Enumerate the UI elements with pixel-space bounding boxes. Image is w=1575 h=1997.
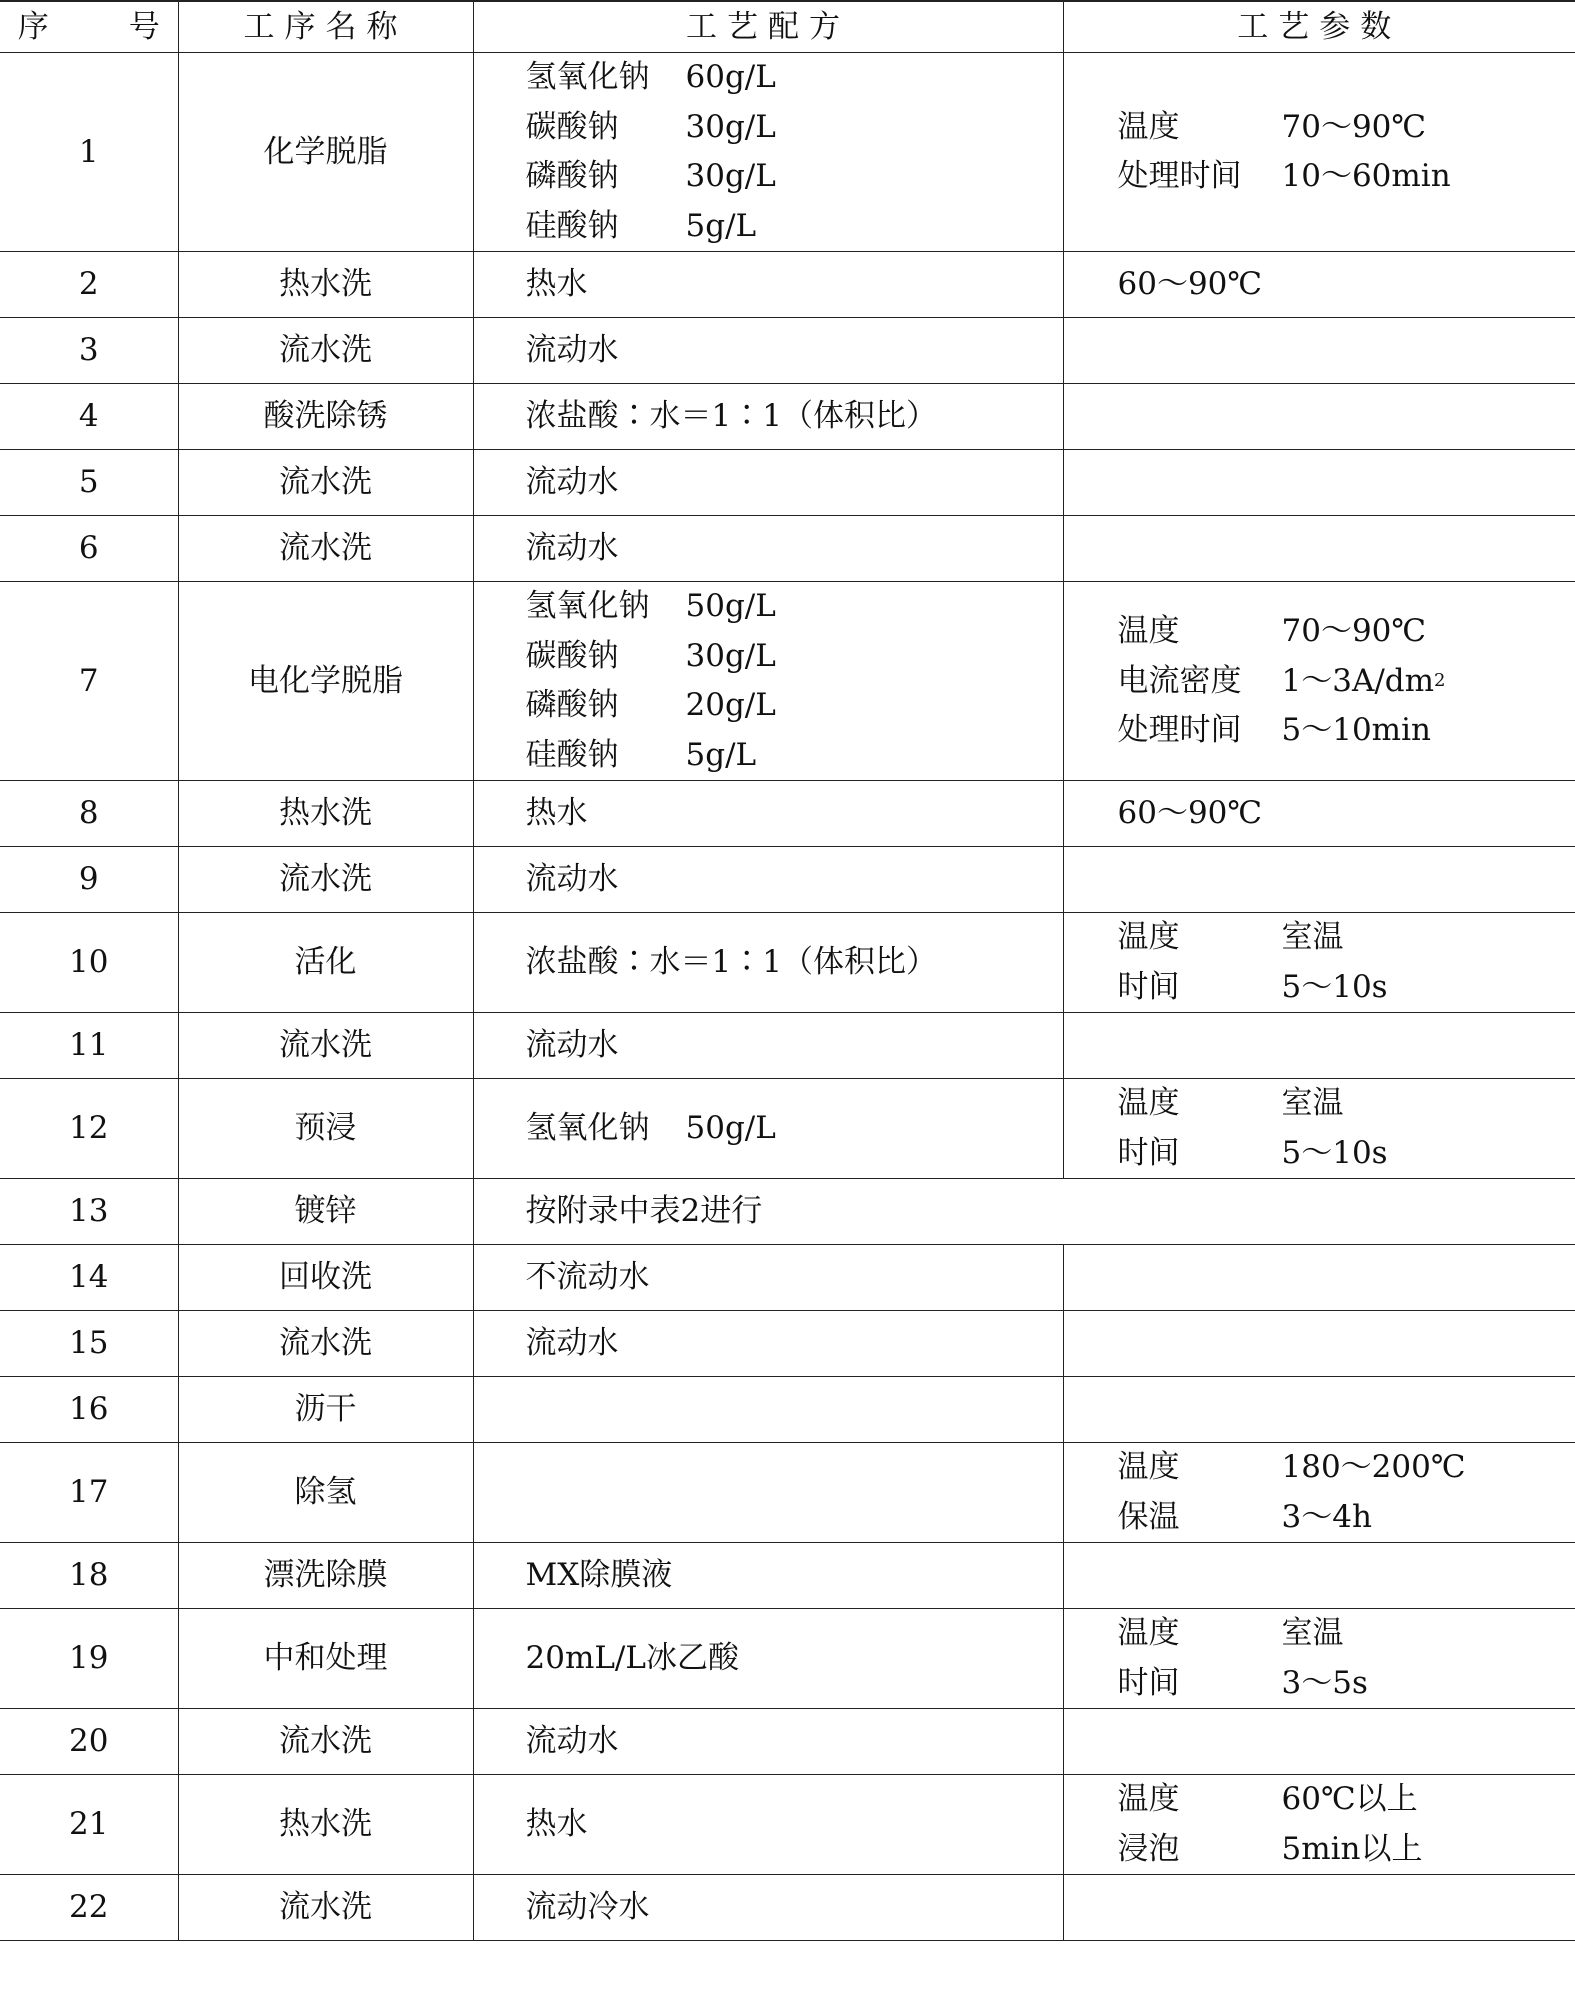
process-params [1063, 384, 1575, 450]
recipe-text: 流动冷水 [525, 1889, 650, 1925]
process-recipe [473, 318, 1063, 384]
row-number: 16 [0, 1377, 178, 1443]
process-name: 化学脱脂 [178, 53, 473, 252]
process-recipe [473, 1609, 1063, 1709]
row-number: 17 [0, 1443, 178, 1543]
process-recipe [473, 1443, 1063, 1543]
process-name: 沥干 [178, 1377, 473, 1443]
row-number: 10 [0, 913, 178, 1013]
recipe-line [526, 53, 1063, 103]
row-number: 21 [0, 1775, 178, 1875]
param-value: 3～5s [1281, 1664, 1368, 1701]
param-line [1118, 1129, 1575, 1179]
recipe-value: 50g/L [685, 1110, 776, 1146]
process-name: 热水洗 [178, 781, 473, 847]
process-params [1063, 516, 1575, 582]
recipe-value: 30g/L [685, 108, 776, 145]
recipe-line [526, 202, 1063, 252]
param-line [1118, 103, 1575, 153]
process-params [1063, 1775, 1575, 1875]
process-recipe [473, 450, 1063, 516]
param-label: 温度 [1117, 1781, 1180, 1818]
param-value: 70～90℃ [1281, 613, 1427, 649]
process-recipe [473, 1013, 1063, 1079]
table-row [0, 1875, 1575, 1941]
row-number: 20 [0, 1709, 178, 1775]
recipe-label: 氢氧化钠 [525, 1110, 650, 1146]
row-number: 2 [0, 252, 178, 318]
recipe-text: 热水 [525, 795, 588, 831]
process-name: 中和处理 [178, 1609, 473, 1709]
table-row [0, 252, 1575, 318]
recipe-text: 流动水 [525, 861, 619, 897]
table-row [0, 1543, 1575, 1609]
process-recipe [473, 582, 1063, 781]
recipe-label: 碳酸钠 [525, 108, 619, 145]
recipe-value: 5g/L [685, 736, 757, 773]
process-recipe [473, 1709, 1063, 1775]
param-label: 时间 [1117, 1664, 1180, 1701]
process-name: 流水洗 [178, 1311, 473, 1377]
process-name: 预浸 [178, 1079, 473, 1179]
table-row [0, 1013, 1575, 1079]
param-line [1118, 963, 1575, 1013]
row-number: 4 [0, 384, 178, 450]
param-value: 10～60min [1281, 158, 1451, 195]
param-label: 时间 [1117, 1134, 1180, 1171]
recipe-value: 30g/L [685, 158, 776, 195]
process-name: 镀锌 [178, 1179, 473, 1245]
header-no-second: 号 [128, 8, 160, 45]
param-label: 温度 [1117, 919, 1180, 956]
recipe-label: 氢氧化钠 [525, 588, 650, 625]
recipe-line [526, 731, 1063, 781]
row-number: 18 [0, 1543, 178, 1609]
table-row [0, 582, 1575, 781]
recipe-line [526, 152, 1063, 202]
recipe-text: 热水 [525, 266, 588, 302]
recipe-text: 流动水 [525, 332, 619, 368]
process-recipe [473, 1245, 1063, 1311]
header-no-first: 序 [17, 8, 49, 45]
recipe-line [526, 1104, 1063, 1154]
table-row [0, 384, 1575, 450]
process-params [1063, 1543, 1575, 1609]
table-row [0, 847, 1575, 913]
param-line [1118, 913, 1575, 963]
recipe-text: MX除膜液 [525, 1557, 673, 1593]
param-line [1118, 1493, 1575, 1543]
param-value: 60℃以上 [1281, 1781, 1418, 1818]
param-line [1118, 706, 1575, 756]
header-process-params: 工艺参数 [1063, 1, 1575, 53]
table-row [0, 53, 1575, 252]
process-recipe [473, 1543, 1063, 1609]
param-label: 时间 [1117, 968, 1180, 1005]
recipe-label: 氢氧化钠 [525, 59, 650, 96]
process-recipe [473, 1775, 1063, 1875]
table-row [0, 1609, 1575, 1709]
recipe-value: 30g/L [685, 637, 776, 674]
row-number: 14 [0, 1245, 178, 1311]
table-row [0, 1079, 1575, 1179]
process-name: 流水洗 [178, 847, 473, 913]
table-row [0, 1709, 1575, 1775]
row-number: 15 [0, 1311, 178, 1377]
param-value: 180～200℃ [1281, 1449, 1466, 1486]
param-line [1118, 1609, 1575, 1659]
param-line [1118, 1443, 1575, 1493]
process-params [1063, 847, 1575, 913]
process-name: 酸洗除锈 [178, 384, 473, 450]
process-name: 流水洗 [178, 516, 473, 582]
process-name: 漂洗除膜 [178, 1543, 473, 1609]
recipe-line [526, 632, 1063, 682]
row-number: 9 [0, 847, 178, 913]
process-name: 流水洗 [178, 450, 473, 516]
row-number: 12 [0, 1079, 178, 1179]
recipe-text: 流动水 [525, 1325, 619, 1361]
recipe-line [526, 103, 1063, 153]
param-value: 室温 [1281, 1085, 1344, 1122]
process-params [1063, 1311, 1575, 1377]
process-params [1063, 1013, 1575, 1079]
recipe-text: 流动水 [525, 464, 619, 500]
table-row [0, 1775, 1575, 1875]
param-value: 1～3A/dm [1281, 662, 1435, 699]
recipe-label: 碳酸钠 [525, 637, 619, 674]
process-name: 热水洗 [178, 252, 473, 318]
param-line [1118, 1825, 1575, 1875]
process-params [1063, 53, 1575, 252]
process-params [1063, 1443, 1575, 1543]
process-params [1063, 1609, 1575, 1709]
table-row [0, 1179, 1575, 1245]
param-value: 5min以上 [1281, 1830, 1423, 1867]
param-line [1118, 607, 1575, 657]
table-row [0, 913, 1575, 1013]
process-name: 除氢 [178, 1443, 473, 1543]
process-params [1063, 1709, 1575, 1775]
process-params [1063, 913, 1575, 1013]
table-row [0, 781, 1575, 847]
param-value: 5～10s [1281, 1134, 1388, 1171]
recipe-label: 硅酸钠 [525, 207, 619, 244]
param-label: 温度 [1117, 1085, 1180, 1122]
row-number: 8 [0, 781, 178, 847]
param-text: 60～90℃ [1117, 795, 1263, 831]
process-recipe-merged [473, 1179, 1575, 1245]
header-no [0, 1, 178, 53]
process-recipe [473, 516, 1063, 582]
process-params [1063, 1875, 1575, 1941]
recipe-label: 磷酸钠 [525, 687, 619, 724]
row-number: 7 [0, 582, 178, 781]
recipe-line [526, 681, 1063, 731]
param-label: 处理时间 [1117, 712, 1242, 748]
param-value: 70～90℃ [1281, 108, 1427, 145]
process-params [1063, 582, 1575, 781]
recipe-text: 流动水 [525, 530, 619, 566]
process-name: 流水洗 [178, 1875, 473, 1941]
recipe-text: 流动水 [525, 1027, 619, 1063]
merged-text: 按附录中表2进行 [525, 1193, 763, 1229]
process-recipe [473, 53, 1063, 252]
param-label: 温度 [1117, 613, 1180, 649]
recipe-line [526, 582, 1063, 632]
row-number: 13 [0, 1179, 178, 1245]
process-name: 活化 [178, 913, 473, 1013]
param-label: 温度 [1117, 1449, 1180, 1486]
process-name: 流水洗 [178, 1013, 473, 1079]
table-header [0, 1, 1575, 53]
process-recipe [473, 252, 1063, 318]
header-row [0, 1, 1575, 53]
param-value: 5～10s [1281, 968, 1388, 1005]
process-recipe [473, 1311, 1063, 1377]
process-recipe [473, 1875, 1063, 1941]
param-label: 浸泡 [1117, 1830, 1180, 1867]
recipe-label: 磷酸钠 [525, 158, 619, 195]
process-params [1063, 781, 1575, 847]
process-params [1063, 1245, 1575, 1311]
recipe-text: 浓盐酸∶水＝1∶1（体积比） [525, 398, 937, 434]
param-value: 室温 [1281, 1615, 1344, 1652]
process-recipe [473, 1079, 1063, 1179]
table-row [0, 1311, 1575, 1377]
param-value: 5～10min [1281, 712, 1431, 748]
recipe-text: 流动水 [525, 1723, 619, 1759]
param-line [1118, 152, 1575, 202]
recipe-text: 不流动水 [525, 1259, 650, 1295]
table-row [0, 450, 1575, 516]
process-recipe [473, 847, 1063, 913]
recipe-value: 5g/L [685, 207, 757, 244]
process-params [1063, 318, 1575, 384]
param-label: 电流密度 [1117, 662, 1242, 699]
process-params [1063, 252, 1575, 318]
param-label: 温度 [1117, 1615, 1180, 1652]
param-value: 室温 [1281, 919, 1344, 956]
param-label: 处理时间 [1117, 158, 1242, 195]
param-line [1118, 1079, 1575, 1129]
param-line: 电流密度 1～3A/dm 2 [1117, 662, 1446, 699]
row-number: 19 [0, 1609, 178, 1709]
row-number: 11 [0, 1013, 178, 1079]
table-row [0, 1245, 1575, 1311]
param-line [1118, 1659, 1575, 1709]
row-number: 5 [0, 450, 178, 516]
process-recipe [473, 913, 1063, 1013]
row-number: 6 [0, 516, 178, 582]
process-name: 回收洗 [178, 1245, 473, 1311]
process-recipe [473, 384, 1063, 450]
table-body [0, 53, 1575, 1941]
recipe-value: 20g/L [685, 687, 776, 724]
param-line [1118, 1775, 1575, 1825]
process-params [1063, 1377, 1575, 1443]
table-row [0, 516, 1575, 582]
header-process-recipe: 工艺配方 [473, 1, 1063, 53]
row-number: 22 [0, 1875, 178, 1941]
param-value: 3～4h [1281, 1498, 1372, 1535]
process-params [1063, 1079, 1575, 1179]
table-row [0, 1377, 1575, 1443]
process-name: 流水洗 [178, 318, 473, 384]
recipe-text: 20mL/L冰乙酸 [525, 1640, 739, 1676]
recipe-label: 硅酸钠 [525, 736, 619, 773]
process-name: 热水洗 [178, 1775, 473, 1875]
param-label: 温度 [1117, 108, 1180, 145]
param-text: 60～90℃ [1117, 266, 1263, 302]
recipe-value: 60g/L [685, 59, 776, 96]
process-name: 电化学脱脂 [178, 582, 473, 781]
process-recipe [473, 1377, 1063, 1443]
recipe-value: 50g/L [685, 588, 776, 625]
table-row [0, 1443, 1575, 1543]
table-row [0, 318, 1575, 384]
row-number: 1 [0, 53, 178, 252]
row-number: 3 [0, 318, 178, 384]
process-recipe [473, 781, 1063, 847]
process-params [1063, 450, 1575, 516]
header-process-name: 工序名称 [178, 1, 473, 53]
recipe-text: 浓盐酸∶水＝1∶1（体积比） [525, 944, 937, 980]
recipe-text: 热水 [525, 1806, 588, 1842]
param-label: 保温 [1117, 1498, 1180, 1535]
process-name: 流水洗 [178, 1709, 473, 1775]
